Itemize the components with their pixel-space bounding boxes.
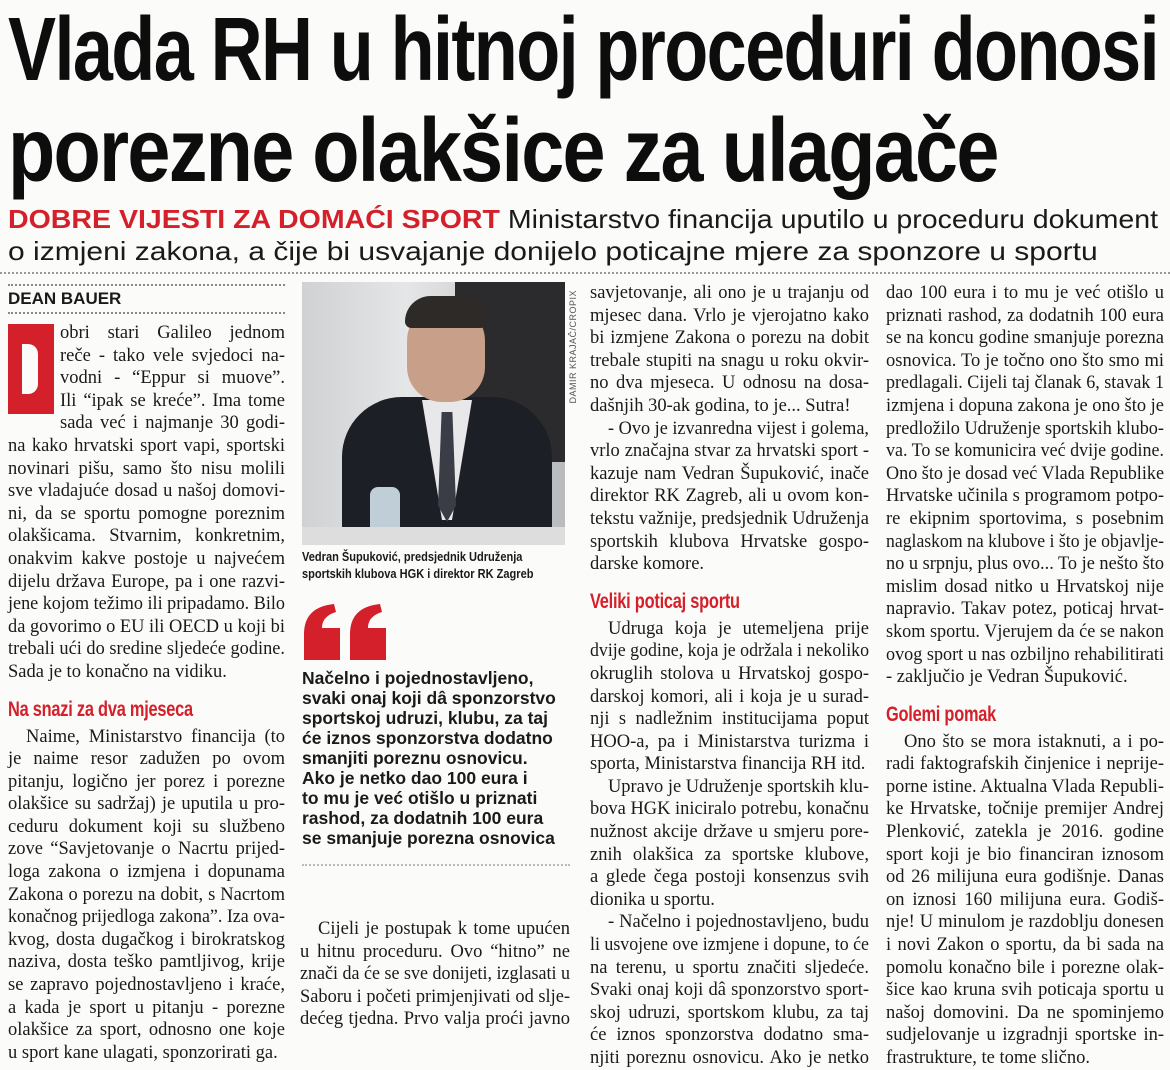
text-line-content: na kako hrvatski sport vapi, sportski xyxy=(8,435,285,456)
photo-person-hair xyxy=(405,296,487,328)
text-line-content: se na koncu godine smanjuje porezna xyxy=(886,328,1164,349)
text-line xyxy=(590,798,869,821)
drop-cap: D xyxy=(8,324,54,414)
text-line-content: darskoj komori, ali i koja je u surad- xyxy=(590,686,869,707)
text-line xyxy=(8,638,285,661)
text-line xyxy=(886,531,1164,554)
text-line-content: Cijeli je postupak k tome upućen xyxy=(318,919,570,939)
text-line xyxy=(886,644,1164,667)
text-line-content: na terenu, u sportu značiti sljedeće. xyxy=(590,957,869,978)
text-line xyxy=(886,889,1164,912)
text-line-content: onakvim kakve postoje u najvećem xyxy=(8,548,285,569)
text-line-content: okruglih stolova u Hrvatskoj gospo- xyxy=(590,663,869,684)
text-line-content: radi faktografskih činjenice i neprije- xyxy=(886,754,1164,775)
text-line xyxy=(8,661,285,684)
caption-line: sportskih klubova HGK i direktor RK Zagreb xyxy=(302,566,534,581)
paragraph xyxy=(590,418,869,576)
text-line xyxy=(886,621,1164,644)
paragraph xyxy=(590,618,869,776)
text-line xyxy=(8,929,285,952)
text-line-content: a glede čega postoji konsenzus svih xyxy=(590,867,869,888)
quote-line xyxy=(302,808,570,828)
text-line-content: zove “Savjetovanje o Nacrtu prijed- xyxy=(8,839,285,860)
text-line xyxy=(590,934,869,957)
text-line-content: njiti poreznu osnovicu. Ako je netko xyxy=(590,1048,869,1068)
text-line-content: sporta, Ministarstva financija RH itd. xyxy=(590,754,866,775)
text-line-content: on iznosi 160 milijuna eura. Godiš- xyxy=(886,889,1164,910)
text-line-content: trebale stupiti na snagu u roku okvir- xyxy=(590,350,869,371)
text-line-content: jene kojom težimo ili pripadamo. Bilo xyxy=(8,594,285,615)
deck-line-1 xyxy=(8,204,1158,235)
headline-line-2: porezne olakšice za ulagače xyxy=(8,101,998,201)
text-line-content: a kada je sport u pitanju - porezne xyxy=(8,997,285,1018)
photo-caption xyxy=(302,548,534,582)
text-line-content: sport koji je bio financiran iznosom xyxy=(886,844,1164,865)
text-line-content: bi izmjene Zakona o porezu na dobit xyxy=(590,328,869,349)
text-line xyxy=(8,771,285,794)
text-line xyxy=(590,618,869,641)
portrait-photo xyxy=(302,282,565,545)
text-line xyxy=(8,748,285,771)
deck-text-1: Ministarstvo financija uputilo u proceduru dokument xyxy=(507,204,1159,234)
text-line xyxy=(300,941,570,964)
text-line-content: sada već i najmanje 30 godi- xyxy=(60,413,285,434)
text-line-content: u hitnu proceduru. Ovo “hitno” ne xyxy=(300,941,570,962)
text-line-content: konačnog prijedloga zakona”. Iza ova- xyxy=(8,907,285,928)
column-3 xyxy=(590,282,869,1070)
text-line xyxy=(590,395,869,418)
text-line-content: va. To se komunicira već dvije godine. xyxy=(886,441,1164,462)
text-line xyxy=(886,440,1164,463)
text-line-content: porne istine. Aktualna Vlada Republi- xyxy=(886,776,1164,797)
quote-mark-left xyxy=(304,604,340,660)
text-line xyxy=(886,666,1164,689)
text-line xyxy=(886,979,1164,1002)
paragraph xyxy=(8,726,285,1065)
paragraph xyxy=(590,282,869,418)
text-line-content: olakšice su sadržaj) je uputila u pro- xyxy=(8,794,285,815)
text-line xyxy=(590,708,869,731)
photo-credit: DAMIR KRAJAČ/CROPIX xyxy=(568,290,578,404)
column-1 xyxy=(8,322,285,1064)
text-line-content: dećeg tjedna. Prvo valja proći javno xyxy=(300,1009,570,1030)
text-line-content: osnovica. To je točno ono što smo mi xyxy=(886,350,1164,371)
text-line xyxy=(590,957,869,980)
text-line xyxy=(590,1047,869,1070)
text-line-content: dao 100 eura i to mu je već otišlo u xyxy=(886,283,1164,303)
text-line xyxy=(886,798,1164,821)
text-line xyxy=(8,997,285,1020)
text-line-content: vodni - “Eppur si muove”. xyxy=(60,368,285,389)
text-line-content: nje! U minulom je razdoblju donesen xyxy=(886,912,1164,933)
text-line xyxy=(886,463,1164,486)
section-subheading: Golemi pomak xyxy=(886,702,997,726)
text-line-content: dijelu država Europe, pa i one razvi- xyxy=(8,571,285,592)
text-line xyxy=(8,1019,285,1042)
text-line-content: od 26 milijuna eura godišnje. Danas xyxy=(886,867,1164,888)
quote-line xyxy=(302,828,570,848)
headline-line-1: Vlada RH u hitnoj proceduri donosi xyxy=(8,0,1159,100)
text-line xyxy=(590,327,869,350)
text-line xyxy=(886,395,1164,418)
text-line-content: Ono što je dosad već Vlada Republike xyxy=(886,463,1164,484)
text-line xyxy=(8,616,285,639)
text-line xyxy=(886,911,1164,934)
text-line-content: i novi Zakon o sportu, da bi sada na xyxy=(886,935,1164,956)
text-line xyxy=(590,508,869,531)
text-line xyxy=(590,866,869,889)
text-line-content: napravio. Takav potez, poticaj hrvat- xyxy=(886,599,1164,620)
text-line-content: sve vladajuće dosad u našoj domovi- xyxy=(8,481,285,502)
text-line xyxy=(590,686,869,709)
text-line-content: mjesec dana. Vrlo je vjerojatno kako xyxy=(590,305,869,326)
paragraph xyxy=(300,918,570,1031)
text-line-content: no dva mjeseca. U odnosu na dosa- xyxy=(590,373,869,394)
section-subheading: Na snazi za dva mjeseca xyxy=(8,697,193,721)
text-line-content: kvog, dosta dugačkog i birokratskog xyxy=(8,929,285,950)
text-line-content: dvije godine, koja je održala i nekoliko xyxy=(590,641,869,662)
quote-line-text: sportskoj udruzi, klubu, za taj xyxy=(302,708,548,728)
quote-line-text: Ako je netko dao 100 eura i xyxy=(302,768,528,788)
column-2-text xyxy=(300,918,570,1031)
text-line-content: priznati rashod, za dodatnih 100 eura xyxy=(886,305,1164,326)
text-line xyxy=(886,776,1164,799)
text-line-content: znači da će se sve donijeti, izglasati u xyxy=(300,964,570,985)
text-line xyxy=(590,731,869,754)
quote-line xyxy=(302,728,570,748)
text-line-content: - Ovo je izvanredna vijest i golema, xyxy=(608,418,869,439)
text-line xyxy=(8,525,285,548)
text-line-content: Sada je to konačno na vidiku. xyxy=(8,661,227,682)
text-line xyxy=(590,844,869,867)
text-line-content: je naime resor zadužen po ovom xyxy=(8,749,285,770)
text-line xyxy=(886,1024,1164,1047)
text-line xyxy=(886,372,1164,395)
quote-line xyxy=(302,788,570,808)
text-line-content: Upravo je Udruženje sportskih klu- xyxy=(608,776,869,797)
deck-text-2: o izmjeni zakona, a čije bi usvajanje donijelo poticajne mjere za sponzore u sportu xyxy=(8,236,1098,266)
photo-table xyxy=(302,527,565,545)
text-line xyxy=(886,418,1164,441)
text-line-content: dionika u sportu. xyxy=(590,889,715,910)
text-line xyxy=(886,305,1164,328)
text-line-content: frastrukture, te tome slično. xyxy=(886,1048,1090,1068)
text-line xyxy=(8,974,285,997)
quote-divider xyxy=(302,864,570,866)
text-line xyxy=(8,838,285,861)
text-line xyxy=(886,821,1164,844)
quote-mark-right xyxy=(350,604,386,660)
text-line xyxy=(8,571,285,594)
text-line-content: darske komore. xyxy=(590,554,705,575)
deck-kicker: DOBRE VIJESTI ZA DOMAĆI SPORT xyxy=(8,204,500,234)
quote-line xyxy=(302,768,570,788)
text-line xyxy=(8,503,285,526)
text-line xyxy=(8,816,285,839)
text-line xyxy=(590,372,869,395)
text-line xyxy=(886,282,1164,305)
text-line xyxy=(300,986,570,1009)
text-line xyxy=(8,906,285,929)
quote-line xyxy=(302,668,570,688)
text-line-content: šice kao kruna svih poticaja sportu u xyxy=(886,980,1164,1001)
text-line-content: ovog sport u nas ozbiljno rehabilitirati xyxy=(886,644,1164,665)
text-line-content: naglaskom na klubove i što je objavlje- xyxy=(886,531,1164,552)
text-line xyxy=(590,350,869,373)
text-line-content: Zakona o porezu na dobit, s Nacrtom xyxy=(8,884,285,905)
paragraph xyxy=(886,282,1164,689)
text-line-content: Plenković, zatekla je 2016. godine xyxy=(886,822,1164,843)
text-line-content: pomolu konačno bile i porezne olak- xyxy=(886,957,1164,978)
text-line-content: znih olakšica za sportske klubove, xyxy=(590,844,869,865)
text-line xyxy=(590,821,869,844)
text-line-content: savjetovanje, ali ono je u trajanju od xyxy=(590,283,869,303)
section-subheading: Veliki poticaj sportu xyxy=(590,589,740,613)
text-line-content: - Načelno i pojednostavljeno, budu xyxy=(608,912,869,933)
text-line-content: predlagali. Cijeli taj članak 6, stavak 1 xyxy=(886,373,1164,394)
text-line xyxy=(8,435,285,458)
text-line-content: reče - tako vele svjedoci na- xyxy=(60,345,285,366)
text-line xyxy=(590,776,869,799)
text-line xyxy=(590,418,869,441)
quote-line-text: to mu je već otišlo u priznati xyxy=(302,788,538,808)
paragraph xyxy=(590,911,869,1069)
quote-line xyxy=(302,708,570,728)
text-line-content: Naime, Ministarstvo financija (to xyxy=(26,726,285,747)
text-line-content: skom sportu. Vjerujem da će se nakon xyxy=(886,621,1164,642)
text-line-content: olakšicama. Stvarnim, konkretnim, xyxy=(8,526,285,547)
text-line xyxy=(590,440,869,463)
text-line-content: HOO-a, pa i Ministarstva turizma i xyxy=(590,731,869,752)
text-line-content: pitanju, logično jer porez i porezne xyxy=(8,771,285,792)
text-line xyxy=(8,951,285,974)
text-line-content: trebali ući do sredine sljedeće godine. xyxy=(8,639,285,660)
text-line-content: kazuje nam Vedran Šupuković, inače xyxy=(590,463,869,484)
text-line xyxy=(590,463,869,486)
text-line-content: Svaki onaj koji dâ sponzorstvo sport- xyxy=(590,980,869,1001)
header-divider xyxy=(0,272,1170,274)
text-line-content: - zaključio je Vedran Šupuković. xyxy=(886,667,1128,688)
text-line xyxy=(590,305,869,328)
text-line xyxy=(886,598,1164,621)
text-line-content: olakšice za sport, odnosno one koje xyxy=(8,1020,285,1041)
text-line xyxy=(590,979,869,1002)
text-line-content: Udruga koja je utemeljena prije xyxy=(608,618,869,639)
quote-line-text: će iznos sponzorstva dodatno xyxy=(302,728,553,748)
text-line-content: dašnjih 30-ak godina, to je... Sutra! xyxy=(590,395,851,416)
text-line xyxy=(590,553,869,576)
text-line-content: loga zakona o izmjena i dopunama xyxy=(8,862,285,883)
text-line xyxy=(8,884,285,907)
paragraph xyxy=(8,322,285,684)
text-line xyxy=(886,576,1164,599)
text-line xyxy=(590,889,869,912)
text-line-content: Ono što se mora istaknuti, a i po- xyxy=(904,731,1164,752)
text-line xyxy=(590,485,869,508)
text-line-content: Ili “ipak se kreće”. Ima tome xyxy=(60,390,285,411)
text-line-content: ni, da se sportu pomogne poreznim xyxy=(8,503,285,524)
text-line-content: Hrvatske učinila s programom potpo- xyxy=(886,486,1164,507)
caption-line: Vedran Šupuković, predsjednik Udruženja xyxy=(302,549,523,564)
text-line-content: naziva, dosta teško pamtljivog, krije xyxy=(8,952,285,973)
text-line-content: tekstu važnije, predsjednik Udruženja xyxy=(590,508,869,529)
text-line-content: ceduru dokument koji su službeno xyxy=(8,816,285,837)
text-line-content: sudjelovanje u izgradnji sportske in- xyxy=(886,1025,1164,1046)
quote-line-text: rashod, za dodatnih 100 eura xyxy=(302,808,544,828)
text-line-content: nužnost akcije države u smjeru pore- xyxy=(590,822,869,843)
text-line-content: nji s nadležnim institucijama poput xyxy=(590,709,869,730)
quote-line-text: svaki onaj koji dâ sponzorstvo xyxy=(302,688,556,708)
text-line-content: Saboru i početi primjenjivati od slje- xyxy=(300,986,570,1007)
text-line-content: se zapravo pojednostavljeno i kraće, xyxy=(8,975,285,996)
paragraph xyxy=(590,776,869,912)
text-line-content: obri stari Galileo jednom xyxy=(60,323,285,343)
text-line-content: bova HGK iniciralo potrebu, konačnu xyxy=(590,799,869,820)
text-line xyxy=(300,963,570,986)
text-line xyxy=(8,726,285,749)
text-line xyxy=(886,553,1164,576)
text-line xyxy=(8,548,285,571)
text-line-content: našoj domovini. Da ne spominjemo xyxy=(886,1002,1164,1023)
text-line-content: li usvojene ove izmjene i dopune, to će xyxy=(590,935,869,956)
text-line-content: izmjena i dopuna zakona je ono što je xyxy=(886,395,1164,416)
text-line xyxy=(590,1002,869,1025)
text-line-content: će iznos sponzorstva dodatno sma- xyxy=(590,1025,869,1046)
text-line xyxy=(300,1008,570,1031)
text-line xyxy=(886,1047,1164,1070)
text-line-content: vrlo značajna stvar za hrvatski sport - xyxy=(590,441,869,462)
text-line-content: no u srpnju, plus ovo... To je nešto što xyxy=(886,554,1164,575)
text-line xyxy=(8,458,285,481)
text-line-content: novinari pišu, samo što nisu molili xyxy=(8,458,285,479)
text-line xyxy=(590,753,869,776)
text-line xyxy=(886,350,1164,373)
quote-line xyxy=(302,748,570,768)
paragraph xyxy=(886,731,1164,1070)
text-line xyxy=(886,508,1164,531)
deck-line-2 xyxy=(8,236,1098,267)
text-line xyxy=(8,1042,285,1065)
text-line xyxy=(886,731,1164,754)
quote-line-text: smanjiti poreznu osnovicu. xyxy=(302,748,528,768)
column-4 xyxy=(886,282,1164,1070)
text-line xyxy=(590,663,869,686)
text-line xyxy=(886,327,1164,350)
text-line xyxy=(886,844,1164,867)
text-line-content: re ekipnim sportovima, s posebnim xyxy=(886,508,1164,529)
text-line xyxy=(8,793,285,816)
text-line xyxy=(886,485,1164,508)
text-line xyxy=(590,531,869,554)
quote-mark-icon xyxy=(304,604,388,660)
quote-line xyxy=(302,688,570,708)
text-line xyxy=(886,753,1164,776)
text-line xyxy=(8,593,285,616)
text-line xyxy=(300,918,570,941)
text-line xyxy=(590,1024,869,1047)
text-line xyxy=(8,480,285,503)
text-line xyxy=(8,412,285,435)
text-line xyxy=(590,640,869,663)
text-line-content: predložilo Udruženje sportskih klubo- xyxy=(886,418,1164,439)
text-line xyxy=(8,861,285,884)
byline: DEAN BAUER xyxy=(8,284,285,314)
text-line-content: mislim dosad nitko u Hrvatskoj nije xyxy=(886,576,1164,597)
text-line-content: sportskih klubova Hrvatske gospo- xyxy=(590,531,869,552)
quote-line-text: se smanjuje porezna osnovica xyxy=(302,828,555,848)
text-line xyxy=(590,911,869,934)
text-line-content: da govorimo o EU ili OECD u koji bi xyxy=(8,616,285,637)
quote-line-text: Načelno i pojednostavljeno, xyxy=(302,668,534,688)
text-line xyxy=(886,934,1164,957)
text-line-content: u sport kane ulagati, sponzorirati ga. xyxy=(8,1042,278,1063)
text-line xyxy=(886,866,1164,889)
pull-quote xyxy=(302,668,570,848)
text-line xyxy=(590,282,869,305)
text-line-content: ke Hrvatske, točnije premijer Andrej xyxy=(886,799,1164,820)
text-line-content: skoj udruzi, sportskom klubu, za taj xyxy=(590,1002,869,1023)
text-line xyxy=(886,1002,1164,1025)
text-line-content: direktor RK Zagreb, ali u ovom kon- xyxy=(590,486,869,507)
text-line xyxy=(886,957,1164,980)
